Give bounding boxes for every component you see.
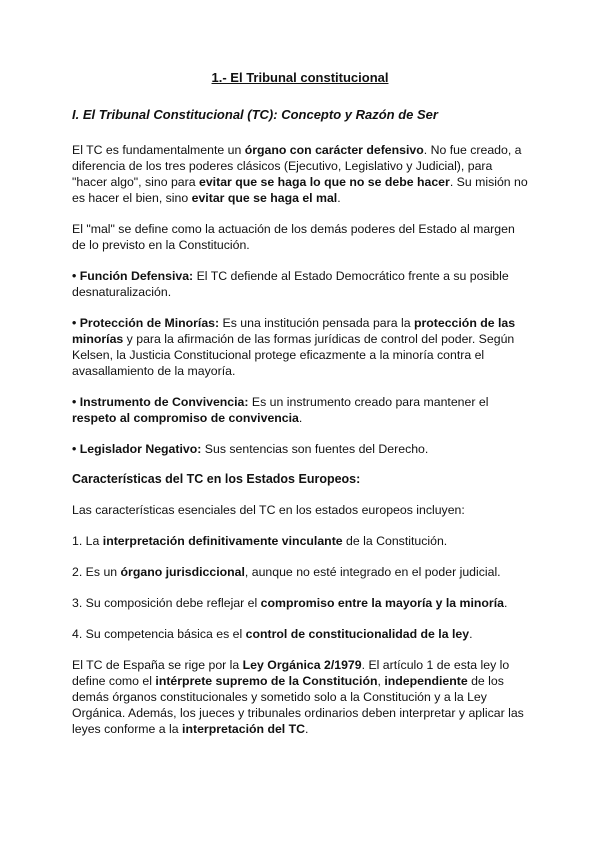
- bold-segment: independiente: [384, 674, 468, 688]
- bullet-instrumento-convivencia: [72, 394, 528, 426]
- text-segment: 3. Su composición debe reflejar el: [72, 596, 261, 610]
- paragraph-intro-caracteristicas: Las características esenciales del TC en los estados europeos incluyen:: [72, 503, 465, 517]
- section-subtitle: I. El Tribunal Constitucional (TC): Concepto y Razón de Ser: [72, 107, 438, 122]
- bold-segment: control de constitucionalidad de la ley: [245, 627, 470, 641]
- text-segment: ,: [377, 674, 385, 688]
- bold-segment: órgano con carácter defensivo: [244, 143, 424, 157]
- bullet-text: y para la afirmación de las formas jurídicas de control del poder. Según Kelsen, la Justicia Constitucional protege eficazmente a la minoría contra el avasallamiento de la mayoría.: [72, 332, 515, 378]
- bullet-proteccion-minorias: [72, 315, 528, 379]
- section-heading-caracteristicas: Características del TC en los Estados Europeos:: [72, 472, 361, 486]
- bullet-label: • Legislador Negativo:: [72, 442, 202, 456]
- bullet-funcion-defensiva: [72, 268, 528, 300]
- text-segment: de la Constitución.: [342, 534, 448, 548]
- text-segment: .: [503, 596, 508, 610]
- list-item-2: [72, 564, 528, 580]
- text-segment: de los demás órganos constitucionales y sometido solo a la Constitución y a la Ley Orgánica. Además, los jueces y tribunales ordinarios deben interpretar y aplicar las leyes conforme a la: [72, 674, 524, 736]
- text-segment: . No fue creado, a diferencia de los tres poderes clásicos (Ejecutivo, Legislativo y Judicial), para "hacer algo", sino para: [72, 143, 522, 189]
- text-segment: . Su misión no es hacer el bien, sino: [72, 175, 528, 205]
- text-segment: .: [337, 191, 341, 205]
- bold-segment: interpretación definitivamente vinculante: [102, 534, 343, 548]
- bold-segment: protección de las minorías: [72, 316, 516, 346]
- bold-segment: respeto al compromiso de convivencia: [72, 411, 299, 425]
- document-title: 1.- El Tribunal constitucional: [211, 70, 389, 85]
- bold-segment: compromiso entre la mayoría y la minoría: [260, 596, 504, 610]
- bold-segment: interpretación del TC: [182, 722, 306, 736]
- bold-segment: evitar que se haga lo que no se debe hacer: [199, 175, 450, 189]
- bold-segment: Ley Orgánica 2/1979: [242, 658, 362, 672]
- text-segment: 2. Es un: [72, 565, 121, 579]
- text-segment: 4. Su competencia básica es el: [72, 627, 246, 641]
- list-item-3: [72, 595, 528, 611]
- text-segment: .: [305, 722, 309, 736]
- bullet-text: Es un instrumento creado para mantener el: [248, 395, 489, 409]
- text-segment: El TC es fundamentalmente un: [72, 143, 245, 157]
- text-segment: El TC de España se rige por la: [72, 658, 243, 672]
- paragraph-ley-organica: [72, 657, 528, 737]
- bold-segment: evitar que se haga el mal: [191, 191, 338, 205]
- bullet-label: • Función Defensiva:: [72, 269, 194, 283]
- text-segment: 1. La: [72, 534, 103, 548]
- bold-segment: órgano jurisdiccional: [120, 565, 245, 579]
- paragraph-mal: El "mal" se define como la actuación de los demás poderes del Estado al margen de lo previsto en la Constitución.: [72, 222, 515, 252]
- bullet-label: • Protección de Minorías:: [72, 316, 220, 330]
- paragraph-definition: [72, 142, 528, 206]
- text-segment: .: [469, 627, 473, 641]
- list-item-4: [72, 626, 528, 642]
- list-item-1: [72, 533, 528, 549]
- bullet-text: El TC defiende al Estado Democrático frente a su posible desnaturalización.: [72, 269, 509, 299]
- bullet-text: Sus sentencias son fuentes del Derecho.: [201, 442, 429, 456]
- bullet-label: • Instrumento de Convivencia:: [72, 395, 249, 409]
- bullet-text: .: [298, 411, 303, 425]
- bullet-legislador-negativo: [72, 441, 528, 457]
- text-segment: . El artículo 1 de esta ley lo define como el: [72, 658, 510, 688]
- text-segment: , aunque no esté integrado en el poder judicial.: [244, 565, 501, 579]
- bullet-text: Es una institución pensada para la: [219, 316, 414, 330]
- bold-segment: intérprete supremo de la Constitución: [155, 674, 378, 688]
